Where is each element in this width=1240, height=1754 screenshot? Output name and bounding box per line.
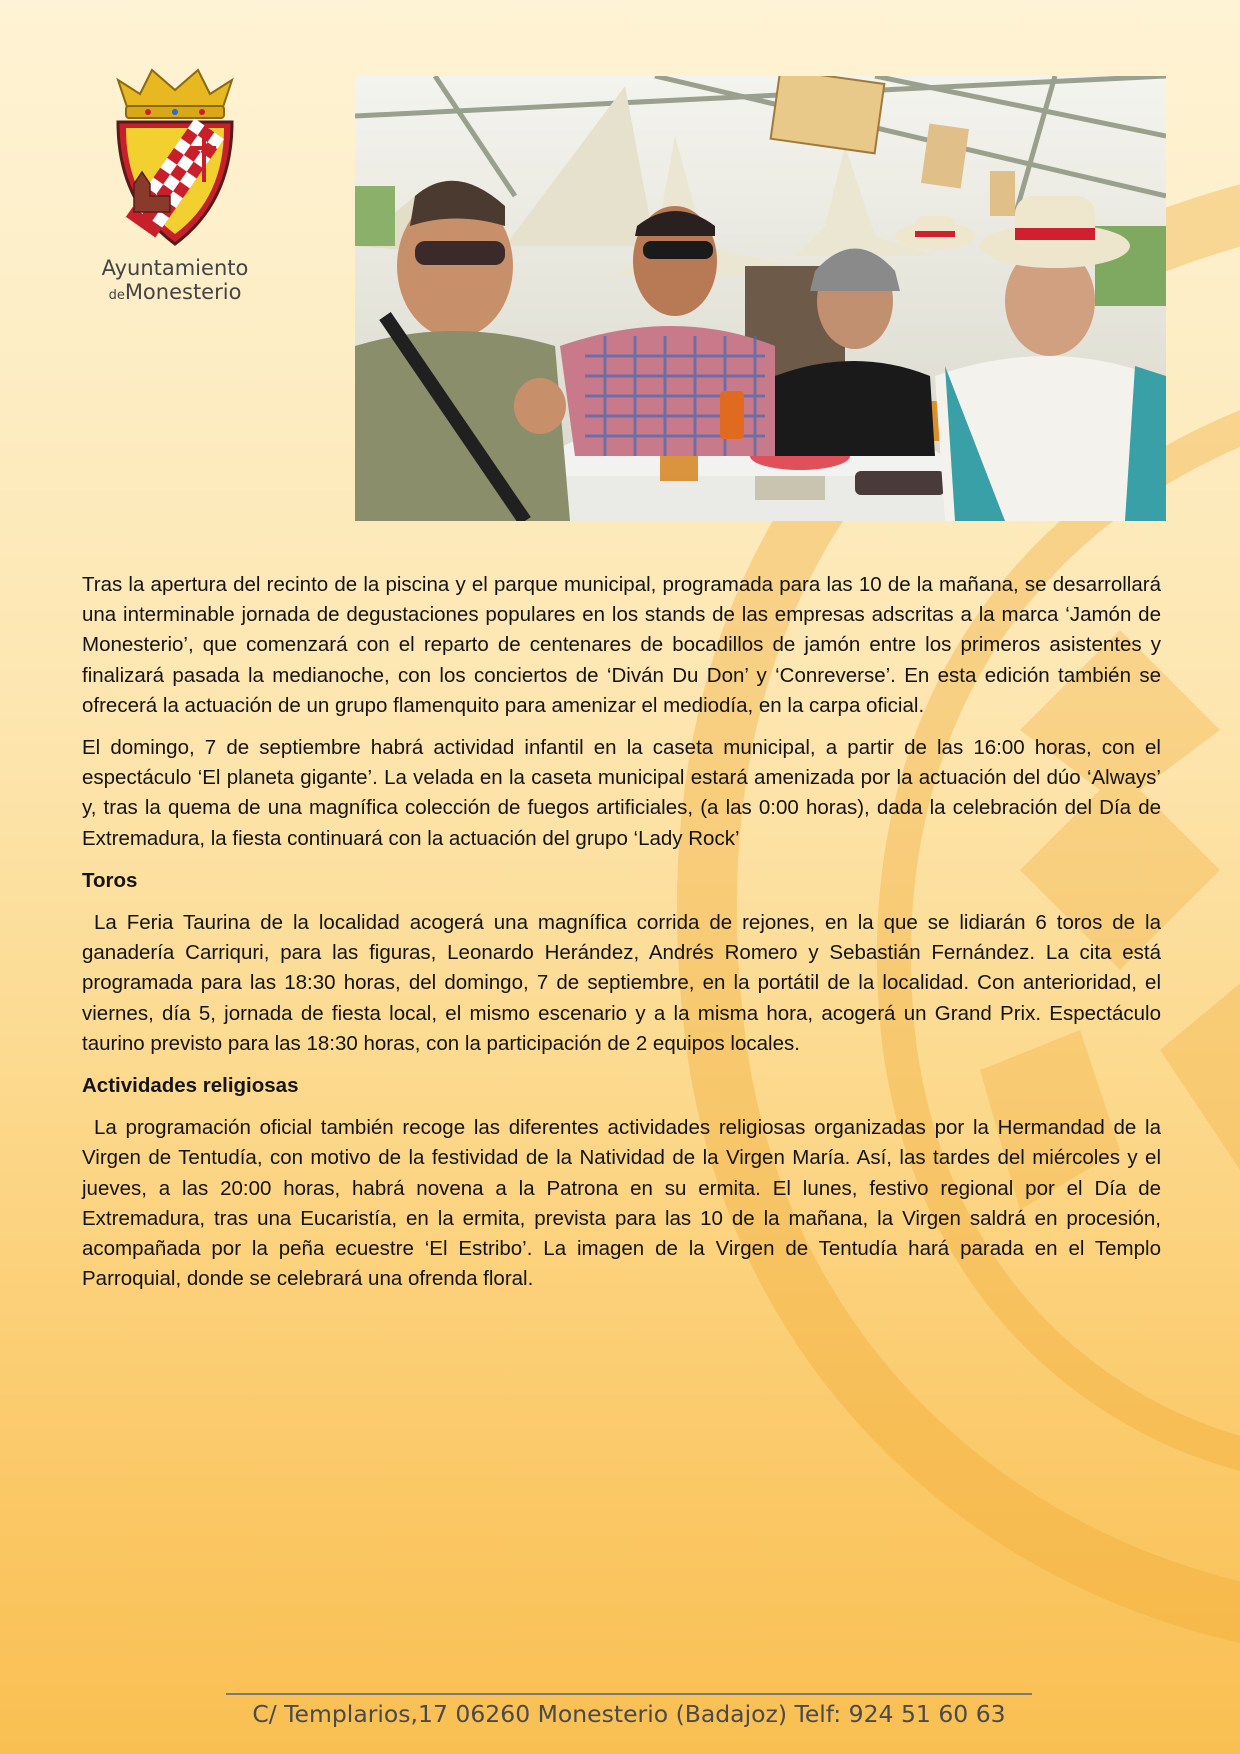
body-paragraph: La programación oficial también recoge las diferentes actividades religiosas organizadas por la Hermandad de la Virgen de Tentudía, con motivo de la festividad de la Natividad de la Virgen María. Así, las tardes del miércoles y el jueves, a las 20:00 horas, habrá novena a la Patrona en su ermita. El lunes, festivo regional por el Día de Extremadura, tras una Eucaristía, en la ermita, prevista para las 10 de la mañana, la Virgen saldrá en procesión, acompañada por la peña ecuestre ‘El Estribo’. La imagen de la Virgen de Tentudía hará parada en el Templo Parroquial, donde se celebrará una ofrenda floral. <box>82 1116 1161 1291</box>
logo-name-line1: Ayuntamiento <box>101 256 249 280</box>
logo-name-prefix: de <box>108 288 125 303</box>
section-heading-toros: Toros <box>82 868 138 892</box>
article-body <box>82 570 1161 1306</box>
body-paragraph: El domingo, 7 de septiembre habrá actividad infantil en la caseta municipal, a partir de las 16:00 horas, con el espectáculo ‘El planeta gigante’. La velada en la caseta municipal estará amenizada por la actuación del dúo ‘Always’ y, tras la quema de una magnífica colección de fuegos artificiales, (a las 0:00 horas), dada la celebración del Día de Extremadura, la fiesta continuará con la actuación del grupo ‘Lady Rock’ <box>82 736 1161 850</box>
photo-people-tasting-icon <box>355 76 1166 521</box>
municipal-logo <box>100 62 250 302</box>
section-heading-religiosas: Actividades religiosas <box>82 1074 299 1098</box>
logo-name-line2 <box>100 280 250 304</box>
body-paragraph: La Feria Taurina de la localidad acogerá una magnífica corrida de rejones, en la que se lidiarán 6 toros de la ganadería Carriquri, para las figuras, Leonardo Herández, Andrés Romero y Sebastián Fernández. La cita está programada para las 18:30 horas, del domingo, 7 de septiembre, en la portátil de la localidad. Con anterioridad, el viernes, día 5, jornada de fiesta local, el mismo escenario y a la misma hora, acogerá un Grand Prix. Espectáculo taurino previsto para las 18:30 horas, con la participación de 2 equipos locales. <box>82 911 1161 1055</box>
coat-of-arms-icon <box>100 62 250 252</box>
body-paragraph: Tras la apertura del recinto de la piscina y el parque municipal, programada para las 10 de la mañana, se desarrollará una interminable jornada de degustaciones populares en los stands de las empresas adscritas a la marca ‘Jamón de Monesterio’, que comenzará con el reparto de centenares de bocadillos de jamón entre los primeros asistentes y finalizará pasada la medianoche, con los conciertos de ‘Diván Du Don’ y ‘Conreverse’. En esta edición también se ofrecerá la actuación de un grupo flamenquito para amenizar el mediodía, en la carpa oficial. <box>82 573 1161 717</box>
event-photo <box>355 76 1166 521</box>
footer-divider <box>226 1693 1032 1695</box>
logo-name-town: Monesterio <box>124 280 242 304</box>
footer-address: C/ Templarios,17 06260 Monesterio (Badajoz) Telf: 924 51 60 63 <box>252 1700 1006 1728</box>
